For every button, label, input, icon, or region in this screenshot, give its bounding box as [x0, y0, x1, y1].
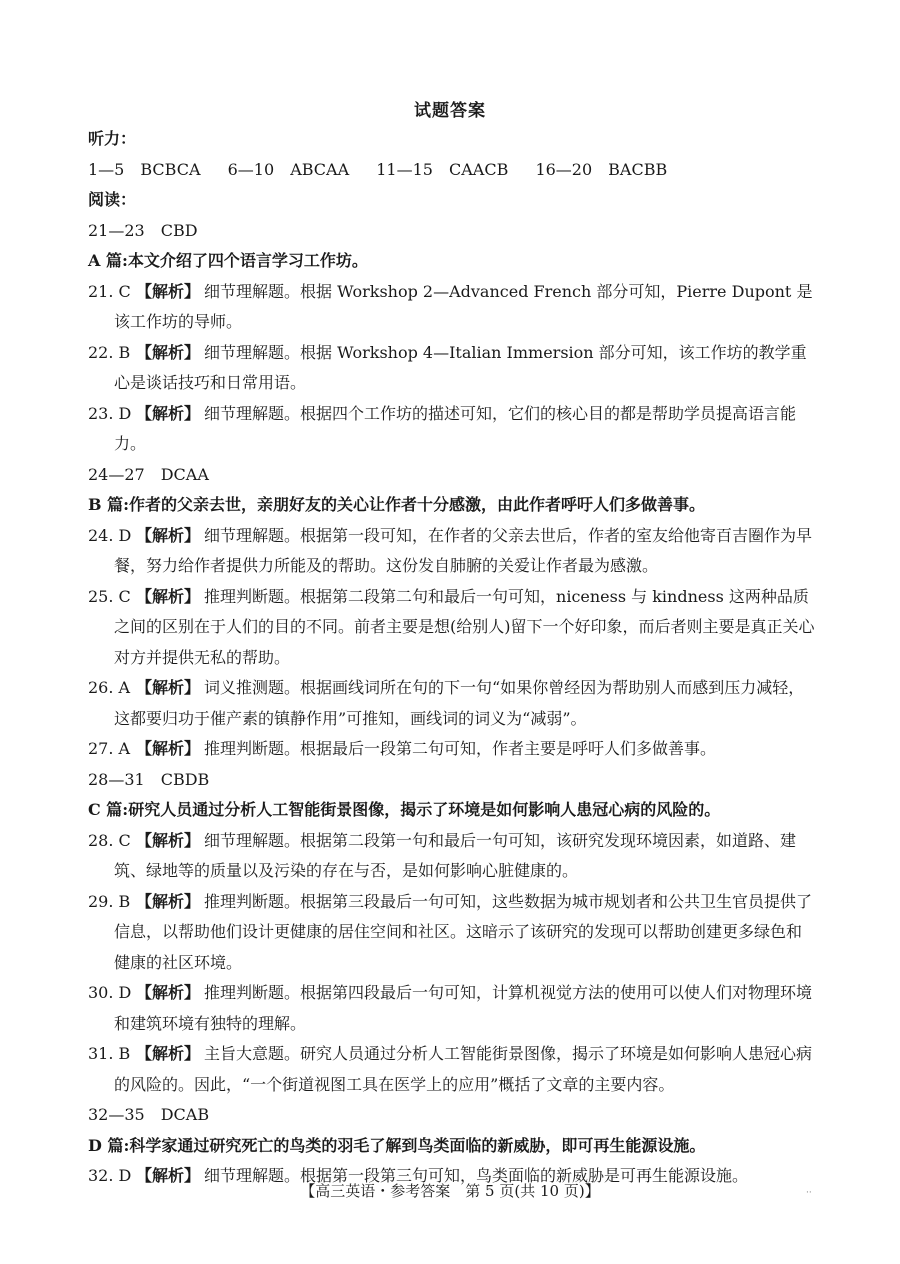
question-32: 32. D 【解析】 细节理解题。根据第一段第三句可知，鸟类面临的新威胁是可再生能源设施。 [88, 1166, 749, 1185]
reading-heading: 阅读： [88, 190, 137, 209]
group-a-summary: A 篇:本文介绍了四个语言学习工作坊。 [88, 251, 368, 270]
group-d-summary: D 篇:科学家通过研究死亡的鸟类的羽毛了解到鸟类面临的新威胁，即可再生能源设施。 [88, 1135, 706, 1155]
question-21: 21. C 【解析】 细节理解题。根据 Workshop 2—Advanced French 部分可知，Pierre Dupont 是该工作坊的导师。 [88, 281, 813, 331]
listening-heading: 听力： [88, 129, 137, 148]
question-23: 23. D 【解析】 细节理解题。根据四个工作坊的描述可知，它们的核心目的都是帮助学员提高语言能力。 [88, 403, 797, 453]
corner-mark: ·· [806, 1188, 812, 1198]
answer-group: 6—10 ABCAA [227, 159, 350, 179]
answer-content [88, 124, 816, 1192]
group-a-keys: 21—23 CBD [88, 220, 198, 240]
group-c-keys: 28—31 CBDB [88, 769, 210, 789]
answer-group: 16—20 BACBB [535, 159, 668, 179]
question-26: 26. A 【解析】 词义推测题。根据画线词所在句的下一句“如果你曾经因为帮助别人而感到压力减轻，这都要归功于催产素的镇静作用”可推知，画线词的词义为“减弱”。 [88, 678, 805, 728]
question-28: 28. C 【解析】 细节理解题。根据第二段第一句和最后一句可知，该研究发现环境因素，如道路、建筑、绿地等的质量以及污染的存在与否，是如何影响心脏健康的。 [88, 830, 797, 880]
question-22: 22. B 【解析】 细节理解题。根据 Workshop 4—Italian Immersion 部分可知，该工作坊的教学重心是谈话技巧和日常用语。 [88, 342, 807, 392]
question-25: 25. C 【解析】 推理判断题。根据第二段第二句和最后一句可知，niceness 与 kindness 这两种品质之间的区别在于人们的目的不同。前者主要是想(给别人)留下一个好印象，而后者则主要是真正关心对方并提供无私的帮助。 [88, 586, 815, 667]
group-b-summary: B 篇:作者的父亲去世，亲朋好友的关心让作者十分感激，由此作者呼吁人们多做善事。 [88, 495, 706, 514]
question-31: 31. B 【解析】 主旨大意题。研究人员通过分析人工智能街景图像，揭示了环境是如何影响人患冠心病的风险的。因此，“一个街道视图工具在医学上的应用”概括了文章的主要内容。 [88, 1044, 813, 1094]
group-c-summary: C 篇:研究人员通过分析人工智能街景图像，揭示了环境是如何影响人患冠心病的风险的。 [88, 800, 721, 819]
group-b-keys: 24—27 DCAA [88, 464, 209, 484]
question-24: 24. D 【解析】 细节理解题。根据第一段可知，在作者的父亲去世后，作者的室友给他寄百吉圈作为早餐，努力给作者提供力所能及的帮助。这份发自肺腑的关爱让作者最为感激。 [88, 525, 813, 575]
listening-answers [88, 155, 816, 186]
question-30: 30. D 【解析】 推理判断题。根据第四段最后一句可知，计算机视觉方法的使用可以使人们对物理环境和建筑环境有独特的理解。 [88, 983, 813, 1033]
question-29: 29. B 【解析】 推理判断题。根据第三段最后一句可知，这些数据为城市规划者和公共卫生官员提供了信息，以帮助他们设计更健康的居住空间和社区。这暗示了该研究的发现可以帮助创建更多绿色和健康的社区环境。 [88, 891, 813, 972]
answer-group: 11—15 CAACB [376, 159, 509, 179]
answer-group: 1—5 BCBCA [88, 159, 201, 179]
page-footer: 【高三英语・参考答案 第 5 页(共 10 页)】 [300, 1182, 600, 1200]
question-27: 27. A 【解析】 推理判断题。根据最后一段第二句可知，作者主要是呼吁人们多做善事。 [88, 739, 717, 758]
page-title: 试题答案 [414, 101, 486, 121]
group-d-keys: 32—35 DCAB [88, 1105, 210, 1124]
